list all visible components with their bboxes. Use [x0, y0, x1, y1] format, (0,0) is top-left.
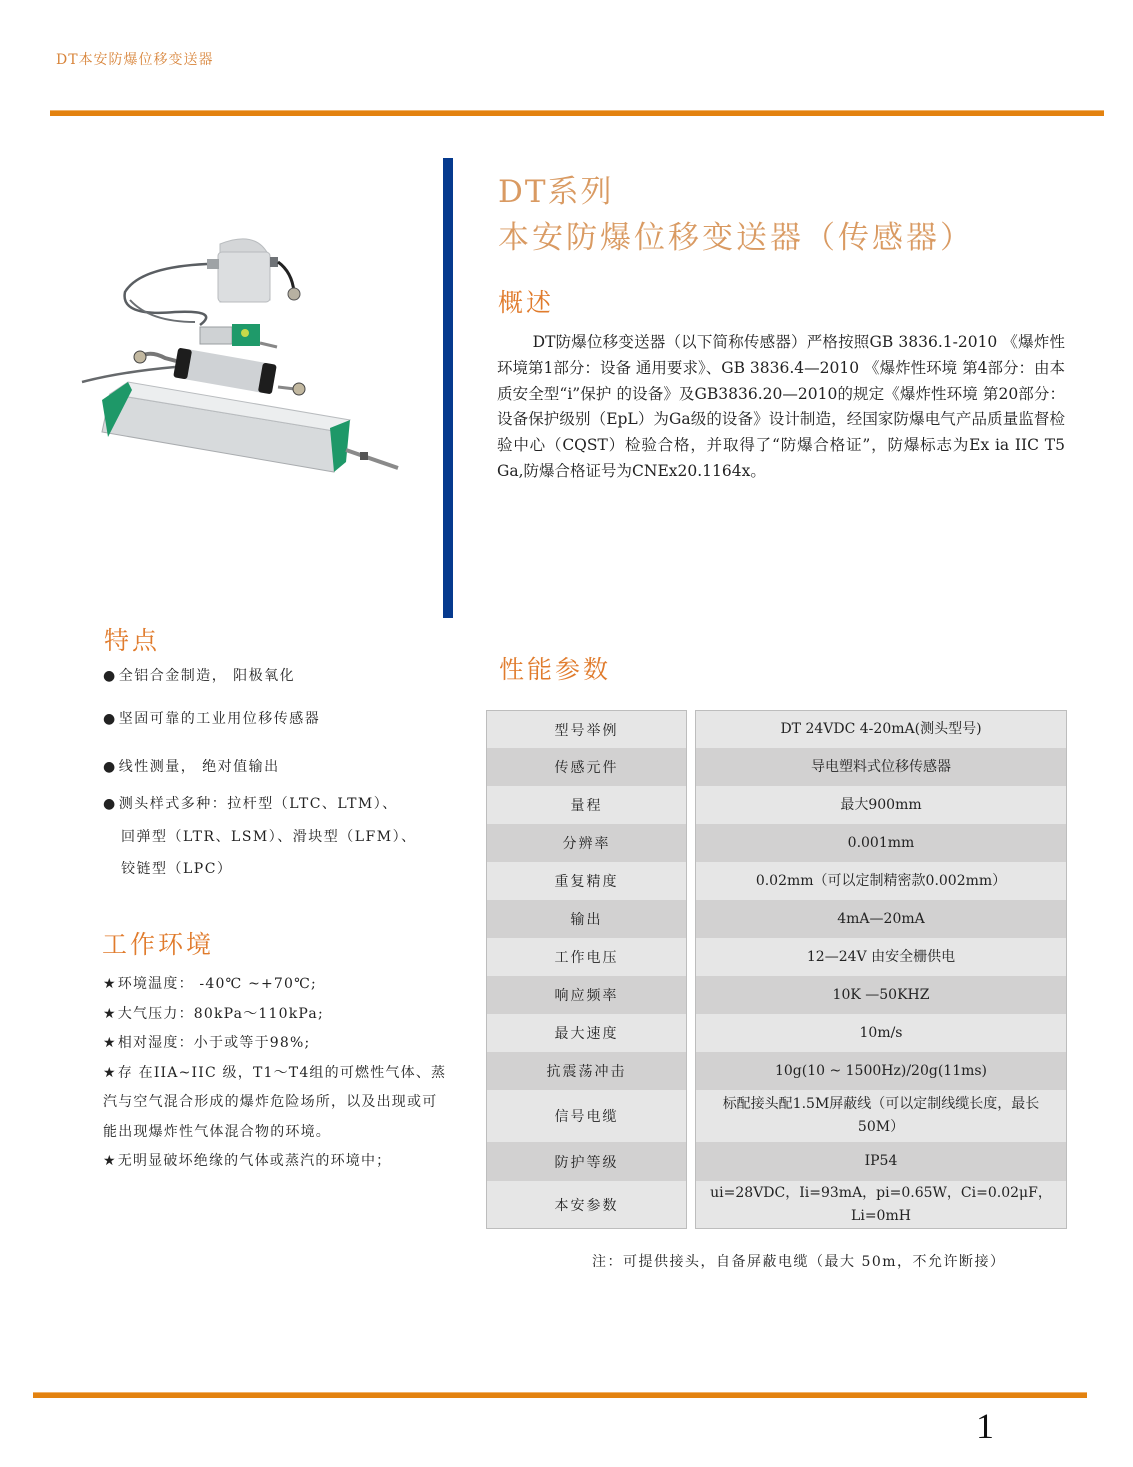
environment-item: ★存 在IIA~IIC 级，T1～T4组的可燃性气体、蒸汽与空气混合形成的爆炸危险场所，以及出现或可能出现爆炸性气体混合物的环境。 [103, 1064, 447, 1140]
spec-value: DT 24VDC 4-20mA(测头型号) [695, 710, 1067, 748]
spec-label: 信号电缆 [486, 1090, 687, 1142]
table-row [486, 824, 1067, 862]
spec-label: 分辨率 [486, 824, 687, 862]
footer-divider [33, 1392, 1087, 1398]
spec-value: 10g(10 ~ 1500Hz)/20g(11ms) [695, 1052, 1067, 1090]
environment-item: ★无明显破坏绝缘的气体或蒸汽的环境中； [103, 1153, 392, 1169]
spec-label: 输出 [486, 900, 687, 938]
spec-value: 最大900mm [695, 786, 1067, 824]
spec-value: 0.02mm（可以定制精密款0.002mm） [695, 862, 1067, 900]
spec-label: 防护等级 [486, 1142, 687, 1181]
environment-item: ★环境温度： -40℃ ~+70℃; [103, 976, 317, 992]
star-icon: ★ [103, 1153, 117, 1169]
star-icon: ★ [103, 1005, 117, 1022]
product-photo [80, 232, 420, 492]
environment-item: ★大气压力：80kPa～110kPa; [103, 1005, 324, 1022]
bullet-icon: ● [103, 668, 117, 684]
overview-text: DT防爆位移变送器（以下简称传感器）严格按照GB 3836.1-2010 《爆炸性环境第1部分：设备 通用要求》、GB 3836.4—2010 《爆炸性环境 第4部分：由本质安全型“i”保护 的设备》及GB3836.20—2010的规定《爆炸性环境 第20部分：设备保护级别（EpL）为Ga级的设备》设计制造，经国家防爆电气产品质量监督检验中心（CQST）检验合格，并取得了“防爆合格证”，防爆标志为Ex ia IIC T5 Ga,防爆合格证号为CNEx20.1164x。 [497, 333, 1065, 480]
bullet-icon: ● [103, 759, 117, 775]
table-row [486, 1181, 1067, 1229]
star-icon: ★ [103, 1064, 117, 1081]
environment-heading: 工作环境 [102, 930, 215, 959]
feature-item: ● 测头样式多种：拉杆型（LTC、LTM）、 [103, 796, 398, 812]
table-row [486, 748, 1067, 786]
feature-item: ● 坚固可靠的工业用位移传感器 [103, 711, 321, 727]
spec-label: 响应频率 [486, 976, 687, 1014]
spec-table [486, 710, 1067, 1229]
spec-value: 0.001mm [695, 824, 1067, 862]
bullet-icon: ● [103, 711, 117, 727]
spec-label: 传感元件 [486, 748, 687, 786]
accent-bar [443, 158, 453, 618]
spec-label: 量程 [486, 786, 687, 824]
spec-value: 12—24V 由安全栅供电 [695, 938, 1067, 976]
features-heading: 特点 [104, 626, 161, 655]
table-row [486, 1014, 1067, 1052]
performance-heading: 性能参数 [499, 655, 612, 684]
spec-value: 10m/s [695, 1014, 1067, 1052]
table-row [486, 976, 1067, 1014]
table-row [486, 1090, 1067, 1142]
spec-label: 工作电压 [486, 938, 687, 976]
spec-value: ui=28VDC，Ii=93mA，pi=0.65W，Ci=0.02μF，Li=0mH [695, 1181, 1067, 1229]
overview-paragraph [497, 330, 1065, 485]
running-header-title: DT本安防爆位移变送器 [56, 52, 214, 68]
table-row [486, 786, 1067, 824]
table-row [486, 1052, 1067, 1090]
header-divider [50, 110, 1104, 116]
table-row [486, 900, 1067, 938]
product-series-title: DT系列 [498, 174, 614, 210]
spec-value: IP54 [695, 1142, 1067, 1181]
table-row [486, 710, 1067, 748]
table-row [486, 862, 1067, 900]
page-number: 1 [976, 1406, 994, 1446]
environment-list [103, 970, 448, 1177]
overview-heading: 概述 [498, 288, 555, 317]
feature-item-continuation: 铰链型（LPC） [121, 861, 233, 877]
spec-value: 标配接头配1.5M屏蔽线（可以定制线缆长度，最长50M） [695, 1090, 1067, 1142]
feature-item: ● 全铝合金制造， 阳极氧化 [103, 668, 296, 684]
product-title: 本安防爆位移变送器（传感器） [498, 220, 974, 256]
star-icon: ★ [103, 976, 117, 992]
spec-label: 抗震荡冲击 [486, 1052, 687, 1090]
feature-item-continuation: 回弹型（LTR、LSM）、滑块型（LFM）、 [121, 829, 417, 845]
spec-label: 本安参数 [486, 1181, 687, 1229]
bullet-icon: ● [103, 796, 117, 812]
spec-label: 型号举例 [486, 710, 687, 748]
environment-item: ★相对湿度：小于或等于98%; [103, 1035, 311, 1051]
table-row [486, 1142, 1067, 1181]
table-note: 注：可提供接头，自备屏蔽电缆（最大 50m，不允许断接） [592, 1254, 1006, 1270]
spec-value: 导电塑料式位移传感器 [695, 748, 1067, 786]
feature-item: ● 线性测量， 绝对值输出 [103, 759, 280, 775]
table-row [486, 938, 1067, 976]
spec-label: 最大速度 [486, 1014, 687, 1052]
spec-value: 10K —50KHZ [695, 976, 1067, 1014]
star-icon: ★ [103, 1035, 117, 1051]
spec-label: 重复精度 [486, 862, 687, 900]
spec-value: 4mA—20mA [695, 900, 1067, 938]
sensor-products-illustration [80, 232, 420, 492]
